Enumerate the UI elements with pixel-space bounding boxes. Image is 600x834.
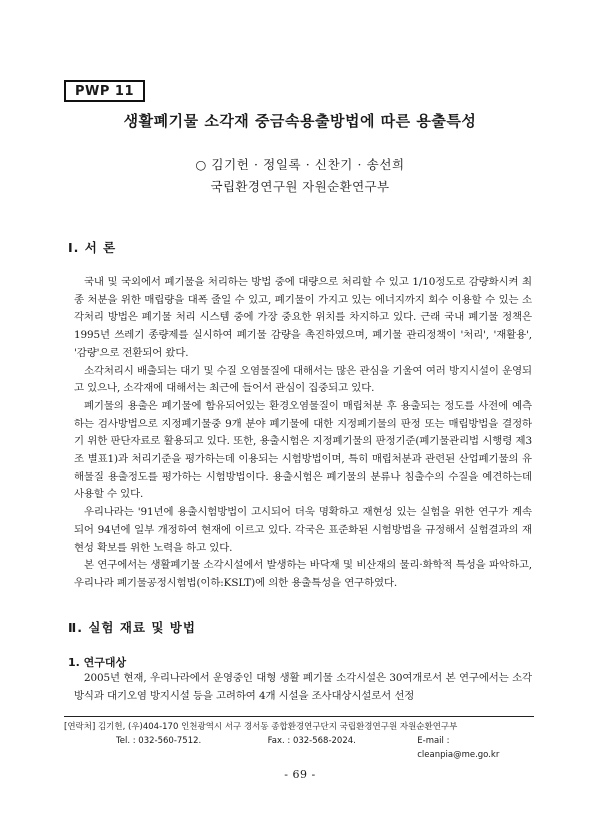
paragraph: 본 연구에서는 생활폐기물 소각시설에서 발생하는 바닥재 및 비산재의 물리·화학적 특성을 파악하고, 우리나라 폐기물공정시험법(이하:KSLT)에 의한 용출특성을 연구하였다. <box>74 559 532 589</box>
page-number: - 69 - <box>284 768 316 781</box>
contact-fax: Fax. : 032-568-2024. <box>267 736 356 746</box>
contact-footnote <box>64 716 534 762</box>
paragraph: 2005년 현재, 우리나라에서 운영중인 대형 생활 폐기물 소각시설은 30여개로서 본 연구에서는 소각방식과 대기오염 방지시설 등을 고려하여 4개 시설을 조사대상시설로서 선정 <box>74 672 532 702</box>
contact-address: [연락처] 김기헌, (우)404-170 인천광역시 서구 경서동 종합환경연구단지 국립환경연구원 자원순환연구부 <box>64 722 458 732</box>
paragraph: 폐기물의 용출은 폐기물에 함유되어있는 환경오염물질이 매립처분 후 용출되는 정도를 사전에 예측하는 검사방법으로 지정폐기물중 9개 분야 폐기물에 대한 지정폐기물의 판정 또는 매립방법을 결정하기 위한 판단자료로 활용되고 있다. 또한, 용출시험은 지정폐기물의 판정기준(폐기물관리법 시행령 제3조 별표1)과 처리기준을 평가하는데 이용되는 시험방법이며, 특히 매립처분과 관련된 산업폐기물의 유해물질 용출정도를 평가하는 시험방법이다. 용출시험은 폐기물의 분류나 침출수의 수질을 예견하는데 사용할 수 있다. <box>74 399 532 501</box>
paper-title: 생활폐기물 소각재 중금속용출방법에 따른 용출특성 <box>123 112 477 130</box>
introduction-body <box>74 274 532 593</box>
contact-tel: Tel. : 032-560-7512. <box>116 736 202 746</box>
methods-body <box>74 670 532 705</box>
contact-email: E-mail : cleanpia@me.go.kr <box>417 736 500 760</box>
section-heading-introduction: Ⅰ. 서 론 <box>68 240 117 255</box>
author-list: ○ 김기헌 · 정일록 · 신찬기 · 송선희 <box>195 157 405 172</box>
paragraph: 우리나라는 '91년에 용출시험방법이 고시되어 더욱 명확하고 재현성 있는 실험을 위한 연구가 계속되어 94년에 일부 개정하여 현재에 이르고 있다. 각국은 표준화된 시험방법을 규정해서 실험결과의 재현성 확보를 위한 노력을 하고 있다. <box>74 506 532 554</box>
subsection-heading-study-target: 1. 연구대상 <box>68 656 127 669</box>
section-heading-methods: Ⅱ. 실험 재료 및 방법 <box>68 620 196 635</box>
affiliation: 국립환경연구원 자원순환연구부 <box>210 179 390 194</box>
paragraph: 국내 및 국외에서 폐기물을 처리하는 방법 중에 대량으로 처리할 수 있고 1/10정도로 감량화시켜 최종 처분을 위한 매립량을 대폭 줄일 수 있고, 폐기물이 가지고 있는 에너지까지 회수 이용할 수 있는 소각처리 방법은 폐기물 처리 시스템 중에 가장 중요한 위치를 차지하고 있다. 근래 국내 폐기물 정책은 1995년 쓰레기 종량제를 실시하여 폐기물 감량을 촉진하였으며, 폐기물 관리정책이 '처리', '재활용', '감량'으로 전환되어 왔다. <box>74 276 532 359</box>
paragraph: 소각처리시 배출되는 대기 및 수질 오염물질에 대해서는 많은 관심을 기울여 여러 방지시설이 운영되고 있으나, 소각재에 대해서는 최근에 들어서 관심이 집중되고 있다. <box>74 364 532 395</box>
paper-code-badge: PWP 11 <box>64 80 145 102</box>
contact-details <box>64 734 534 762</box>
